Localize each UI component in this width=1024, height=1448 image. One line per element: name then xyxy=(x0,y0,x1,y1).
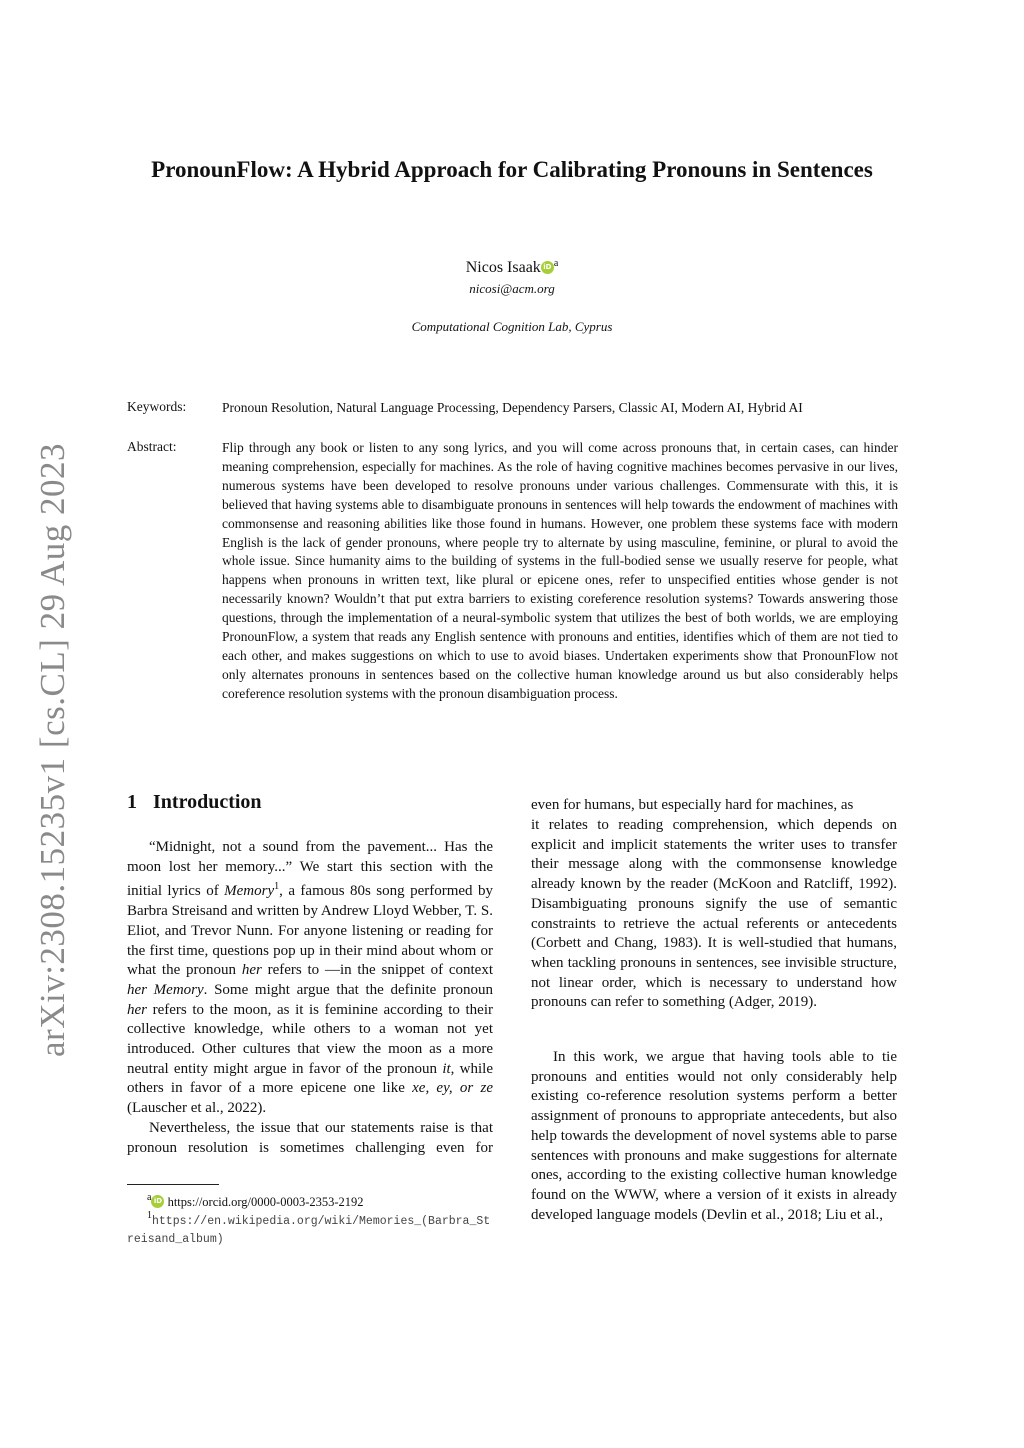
author-name: Nicos Isaak xyxy=(465,259,541,276)
section-heading xyxy=(127,791,262,814)
orcid-icon[interactable]: iD xyxy=(541,261,554,274)
right-column-continuation xyxy=(531,796,897,816)
author-email: nicosi@acm.org xyxy=(469,281,555,296)
affiliation: Computational Cognition Lab, Cyprus xyxy=(411,319,613,334)
paper-title: PronounFlow: A Hybrid Approach for Calibrating Pronouns in Sentences xyxy=(151,157,873,182)
footnote-ref-1[interactable]: 1 xyxy=(274,881,280,893)
section-number: 1 xyxy=(127,791,137,813)
intro-paragraph-3: In this work, we argue that having tools able to tie pronouns and entities would not only considerably help existing co-reference resolution systems perform a better assignment of pronouns to appropriate antecedents, but also help towards the development of novel systems able to parse sentences with pronouns and make suggestions for alternate ones, according to the existing collective human knowledge found on the WWW, where a version of it exists in already developed language models (Devlin et al., 2018; Liu et al., xyxy=(531,1049,897,1223)
keywords-label: Keywords: xyxy=(127,399,187,414)
arxiv-identifier: arXiv:2308.15235v1 [cs.CL] 29 Aug 2023 xyxy=(33,443,72,1057)
abstract-label: Abstract: xyxy=(127,439,177,454)
section-title: Introduction xyxy=(153,791,262,813)
abstract-text: Flip through any book or listen to any song lyrics, and you will come across pronouns that, in certain cases, can hinder meaning comprehension, especially for machines. As the role of having cognitive machines becomes pervasive in our lives, numerous systems have been developed to resolve pronouns under various challenges. Commensurate with this, it is believed that having systems able to disambiguate pronouns in sentences will help towards the endowment of machines with commonsense and reasoning abilities like those found in humans. However, one problem these systems face with modern English is the lack of gender pronouns, where people try to alternate by using masculine, feminine, or plural to avoid the whole issue. Since humanity aims to the building of systems in the full-bodied sense we usually reserve for people, what happens when pronouns in written text, like plural or epicene ones, refer to unspecified entities whose gender is not necessarily known? Wouldn’t that put extra barriers to existing coreference resolution systems? Towards answering those questions, through the implementation of a neural-symbolic system that utilizes the best of both worlds, we are employing PronounFlow, a system that reads any English sentence with pronouns and entities, identifies which of them are not tied to each other, and makes suggestions on which to use to avoid biases. Undertaken experiments show that PronounFlow not only alternates pronouns in sentences based on the collective human knowledge around us but also considerably helps coreference resolution systems with the pronoun disambiguation process. xyxy=(222,440,898,701)
arxiv-sidebar xyxy=(28,440,78,1060)
intro-paragraph-2-end: even for humans, but especially hard for machines, as xyxy=(531,797,854,813)
keywords-text: Pronoun Resolution, Natural Language Processing, Dependency Parsers, Classic AI, Modern AI, Hybrid AI xyxy=(222,400,803,415)
right-column-p3 xyxy=(531,1048,897,1225)
footnote-1: $^1$https://en.wikipedia.org/wiki/Memories_(Barbra_Streisand_album) xyxy=(127,1210,491,1246)
orcid-link[interactable]: https://orcid.org/0000-0003-2353-2192 xyxy=(167,1195,364,1209)
footnote-1-link[interactable]: https://en.wikipedia.org/wiki/Memories_(Barbra_Streisand_album) xyxy=(127,1215,491,1246)
footnote-orcid: $^a$ iD https://orcid.org/0000-0003-2353-2192 xyxy=(147,1192,364,1209)
right-column xyxy=(531,816,897,1033)
author-line xyxy=(0,258,1024,277)
left-column xyxy=(127,838,493,1158)
footnote-rule xyxy=(127,1184,219,1185)
intro-paragraph-2-rest: it relates to reading comprehension, which depends on explicit and implicit statements the writer uses to transfer their message along with the commonsense knowledge already known by the reader (McKoon and Ratcliff, 1992). Disambiguating pronouns signify the use of semantic constraints to retrieve the actual referents or antecedents (Corbett and Chang, 1983). It is well-studied that humans, when tackling pronouns in sentences, see invisible structure, not linear order, which is necessary to understand how pronouns can refer to something (Adger, 2019). xyxy=(531,817,897,1011)
orcid-icon: iD xyxy=(151,1195,164,1208)
author-affil-mark: a xyxy=(553,258,559,269)
intro-paragraph-1: “Midnight, not a sound from the pavement... Has the moon lost her memory...” We start this section with the initial lyrics of Memory$^1$, a famous 80s song performed by Barbra Streisand and written by Andrew Lloyd Webber, T. S. Eliot, and Trevor Nunn. For anyone listening or reading for the first time, questions pop up in their mind about whom or what the pronoun her refers to —in the snippet of context her Memory. Some might argue that the definite pronoun her refers to the moon, as it is feminine according to their collective knowledge, while others to a woman not yet introduced. Other cultures that view the moon as a more neutral entity might argue in favor of the pronoun it, while others in favor of a more epicene one like xe, ey, or ze (Lauscher et al., 2022). xyxy=(127,839,494,1117)
intro-paragraph-2-start: Nevertheless, the issue that our statements raise is that pronoun resolution is sometimes challenging even for xyxy=(127,1119,493,1156)
